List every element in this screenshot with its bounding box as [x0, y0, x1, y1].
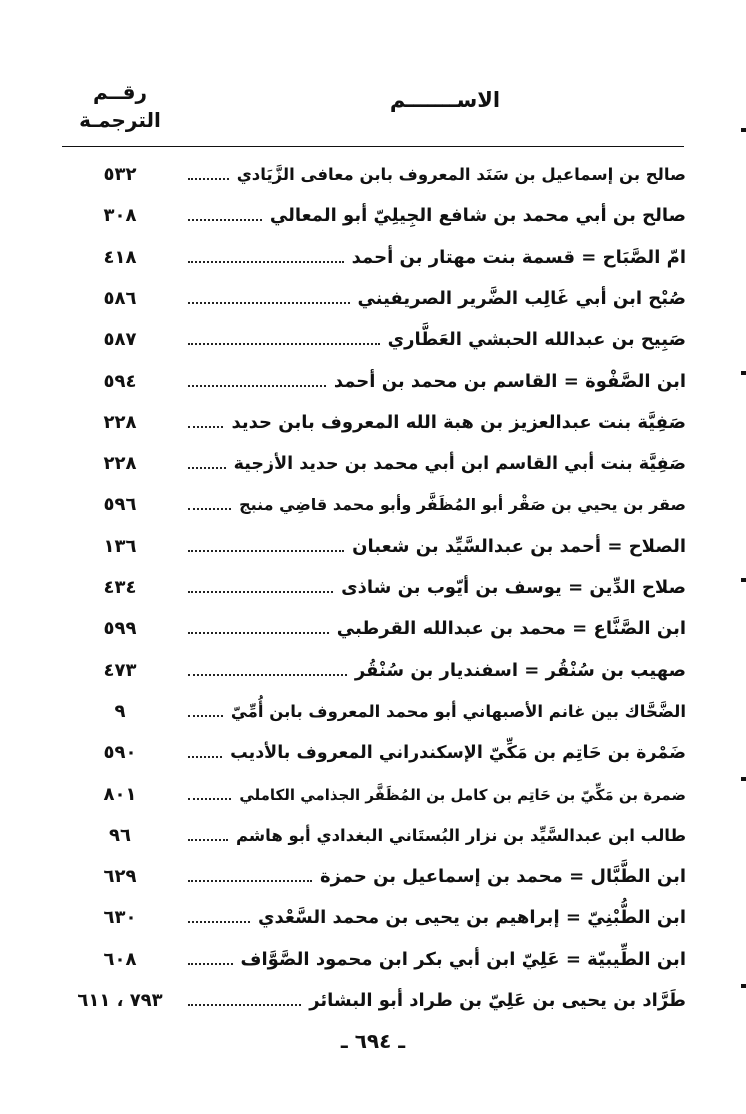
entry-name: صقر بن يحيي بن صَقْر أبو المُظَفَّر وأبو محمد قاضِي منبج	[239, 495, 686, 514]
leader-dots	[188, 798, 231, 800]
entry-row	[60, 408, 686, 438]
entry-number: ٥٩٩	[103, 618, 137, 639]
entry-row	[60, 821, 686, 851]
leader-dots	[188, 674, 347, 676]
entry-row	[60, 325, 686, 355]
entry-name: صهيب بن سُنْقُر = اسفنديار بن سُنْقُر	[354, 660, 686, 681]
margin-mark	[741, 984, 746, 988]
leader-dots	[188, 715, 223, 717]
leader-dots	[188, 880, 312, 882]
entry-number: ٢٢٨	[103, 453, 137, 474]
entry-number: ٤٧٣	[103, 660, 137, 681]
entry-number: ٥٩٠	[103, 742, 137, 763]
entry-number: ٩٦	[109, 825, 131, 846]
leader-dots	[188, 302, 350, 304]
leader-dots	[188, 343, 380, 345]
entry-number: ٧٩٣ ، ٦١١	[77, 990, 163, 1011]
entry-name: صالح بن إسماعيل بن سَنَد المعروف بابن معافى الزَّيَادي	[236, 165, 686, 184]
entry-name: ابن الصَّنَّاع = محمد بن عبدالله القرطبي	[336, 618, 686, 639]
entry-name: الصلاح = أحمد بن عبدالسَّيِّد بن شعبان	[352, 536, 686, 557]
leader-dots	[188, 178, 229, 180]
entry-row	[60, 945, 686, 975]
entry-row	[60, 160, 686, 190]
entry-number: ٨٠١	[103, 784, 137, 805]
leader-dots	[188, 219, 262, 221]
entry-name: ابن الطُّبْنِيّ = إبراهيم بن يحيى بن محمد السَّعْدي	[257, 907, 686, 928]
entry-row	[60, 903, 686, 933]
leader-dots	[188, 1004, 301, 1006]
number-column-header-line2: الترجمـة	[79, 108, 161, 132]
entry-name: صَفِيَّة بنت عبدالعزيز بن هبة الله المعروف بابن حديد	[231, 412, 686, 433]
leader-dots	[188, 632, 329, 634]
entry-number: ٤٣٤	[103, 577, 137, 598]
entry-name: ضمرة بن مَكِّيّ بن حَاتِم بن كامل بن المُظَفَّر الجذامي الكاملي	[239, 786, 686, 804]
number-column-header-line1: رقــم	[93, 80, 147, 104]
margin-mark	[741, 128, 746, 132]
entry-name: صالح بن أبي محمد بن شافع الجِيلِيّ أبو المعالي	[269, 205, 686, 226]
leader-dots	[188, 921, 250, 923]
entry-name: ضَمْرة بن حَاتِم بن مَكِّيّ الإسكندراني المعروف بالأديب	[230, 743, 686, 763]
entry-row	[60, 780, 686, 810]
leader-dots	[188, 591, 333, 593]
entry-number: ٢٢٨	[103, 412, 137, 433]
entry-row	[60, 986, 686, 1016]
entry-number: ٥٩٦	[103, 494, 137, 515]
entry-number: ٥٨٦	[103, 288, 137, 309]
entry-row	[60, 284, 686, 314]
margin-mark	[741, 578, 746, 582]
entry-number: ٤١٨	[103, 247, 137, 268]
margin-mark	[741, 371, 746, 375]
entry-number: ٦٣٠	[103, 907, 137, 928]
entry-row	[60, 243, 686, 273]
leader-dots	[188, 550, 344, 552]
leader-dots	[188, 839, 228, 841]
entry-row	[60, 573, 686, 603]
entry-name: ابن الصَّفْوة = القاسم بن محمد بن أحمد	[333, 371, 686, 392]
leader-dots	[188, 261, 344, 263]
entry-row	[60, 862, 686, 892]
entry-number: ٥٩٤	[103, 371, 137, 392]
entry-number: ٦٢٩	[103, 866, 137, 887]
entry-name: صلاح الدِّين = يوسف بن أيّوب بن شاذى	[341, 577, 686, 598]
entry-name: صَبِيح بن عبدالله الحبشي العَطَّاري	[387, 329, 686, 350]
entry-name: طَرَّاد بن يحيى بن عَلِيّ بن طراد أبو البشائر	[309, 990, 686, 1011]
entry-name: الضَّحَّاك بين غانم الأصبهاني أبو محمد المعروف بابن أُمِّيّ	[230, 702, 686, 721]
entry-row	[60, 656, 686, 686]
number-column-header	[72, 78, 168, 134]
entry-number: ٦٠٨	[103, 949, 137, 970]
margin-mark	[741, 777, 746, 781]
page-number: ـ ٦٩٤ ـ	[340, 1029, 406, 1053]
leader-dots	[188, 756, 222, 758]
entry-number: ١٣٦	[103, 536, 137, 557]
entry-row	[60, 532, 686, 562]
entry-row	[60, 738, 686, 768]
leader-dots	[188, 467, 226, 469]
entry-row	[60, 490, 686, 520]
entry-number: ٩	[114, 701, 126, 722]
entry-number: ٥٣٢	[103, 164, 137, 185]
entry-name: صَفِيَّة بنت أبي القاسم ابن أبي محمد بن حديد الأزجية	[233, 454, 686, 474]
name-column-header: الاســـــــم	[389, 88, 501, 112]
leader-dots	[188, 508, 231, 510]
leader-dots	[188, 385, 326, 387]
entry-name: ابن الطَّبَّال = محمد بن إسماعيل بن حمزة	[319, 866, 686, 887]
entry-row	[60, 697, 686, 727]
entry-row	[60, 201, 686, 231]
header-rule	[62, 146, 684, 147]
leader-dots	[188, 426, 223, 428]
entry-name: ابن الطِّيبيّة = عَلِيّ ابن أبي بكر ابن محمود الصَّوَّاف	[240, 949, 686, 970]
entry-number: ٣٠٨	[103, 205, 137, 226]
entry-name: صُبْح ابن أبي غَالِب الضَّرير الصريفيني	[357, 288, 686, 309]
entry-name: امّ الصَّبَاح = قسمة بنت مهتار بن أحمد	[351, 247, 686, 268]
entry-row	[60, 367, 686, 397]
entry-name: طالب ابن عبدالسَّيِّد بن نزار البُستَاني البغدادي أبو هاشم	[235, 826, 686, 845]
entry-row	[60, 614, 686, 644]
entry-number: ٥٨٧	[103, 329, 137, 350]
entry-row	[60, 449, 686, 479]
leader-dots	[188, 963, 233, 965]
